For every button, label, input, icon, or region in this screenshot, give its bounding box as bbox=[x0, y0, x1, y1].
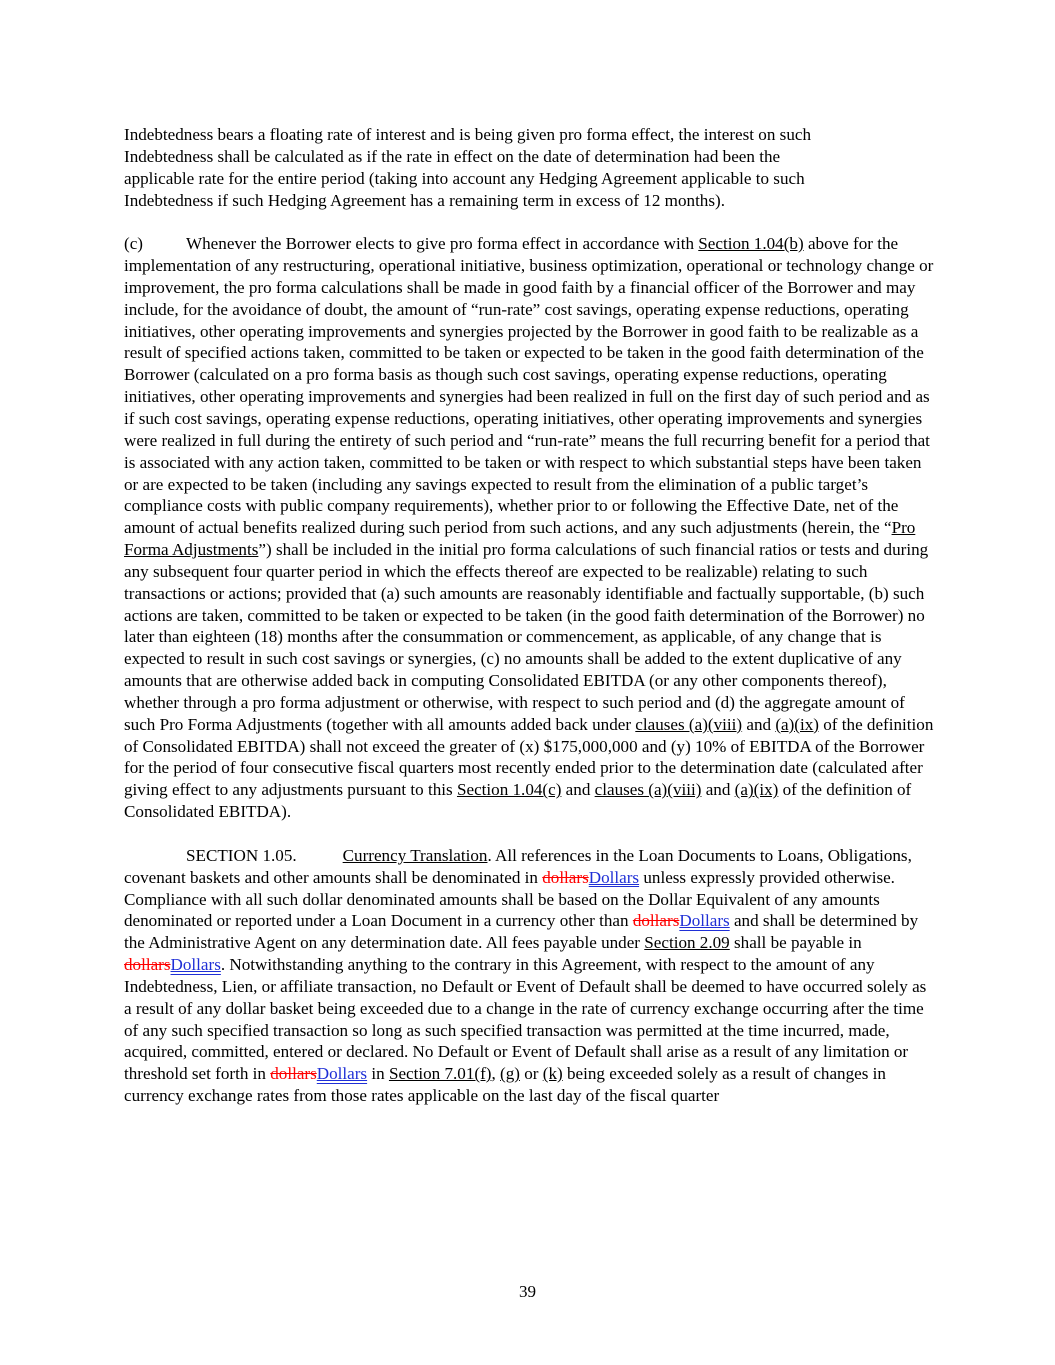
text-run: in bbox=[367, 1064, 389, 1084]
paragraph-c bbox=[124, 233, 936, 823]
paragraph-spacer bbox=[124, 211, 936, 233]
inserted-text: Dollars bbox=[170, 955, 221, 975]
line: applicable rate for the entire period (taking into account any Hedging Agreement applicable to such bbox=[124, 168, 805, 188]
cross-reference: (a)(ix) bbox=[734, 780, 779, 800]
deleted-text: dollars bbox=[124, 955, 171, 975]
line: Indebtedness if such Hedging Agreement has a remaining term in excess of 12 months). bbox=[124, 190, 725, 210]
text-run: of the definition of Consolidated EBITDA) shall not exceed the greater of (x) $175,000,000 and (y) 10% of EBITDA of the Borrower for the period of four consecutive fiscal quarters most recently ended prior to the determination date (calculated after giving effect to any adjustments pursuant to this bbox=[124, 714, 934, 800]
line: Indebtedness shall be calculated as if the rate in effect on the date of determination had been the bbox=[124, 146, 781, 166]
cross-reference: clauses (a)(viii) bbox=[594, 780, 702, 800]
defined-term: Pro Forma Adjustments bbox=[124, 518, 916, 560]
text-run: shall be payable in bbox=[729, 933, 862, 953]
text-run: . Notwithstanding anything to the contrary in this Agreement, with respect to the amount of any Indebtedness, Lien, or affiliate transaction, no Default or Event of Default shall be deemed to have occurred solely as a result of any dollar basket being exceeded due to a change in the rate of currency exchange occurring after the time of any such specified transaction so long as such specified transaction was permitted at the time incurred, made, acquired, committed, entered or declared. No Default or Event of Default shall arise as a result of any limitation or threshold set forth in bbox=[124, 955, 927, 1084]
deleted-text: dollars bbox=[542, 867, 589, 887]
text-run: , bbox=[491, 1064, 501, 1084]
cross-reference: (a)(ix) bbox=[775, 714, 819, 734]
section-label: SECTION 1.05. bbox=[186, 845, 297, 865]
inserted-text: Dollars bbox=[316, 1064, 368, 1084]
text-run: and bbox=[561, 780, 595, 800]
cross-reference: Section 1.04(b) bbox=[698, 234, 804, 254]
paragraph-continuation bbox=[124, 124, 936, 211]
text-run: ”) shall be included in the initial pro forma calculations of such financial ratios or tests and during any subsequent four quarter period in which the effects thereof are expected to be realizable) relating to such transactions or actions; provided that (a) such amounts are reasonably identifiable and factually supportable, (b) such actions are taken, committed to be taken or expected to be taken (in the good faith determination of the Borrower) no later than eighteen (18) months after the consummation or commencement, as applicable, of any change that is expected to result in such cost savings or synergies, (c) no amounts shall be added to the extent duplicative of any amounts that are otherwise added back in computing Consolidated EBITDA (or any other components thereof), whether through a pro forma adjustment or otherwise, with respect to such period and (d) the aggregate amount of such Pro Forma Adjustments (together with all amounts added back under bbox=[124, 540, 929, 734]
text-run: unless expressly provided otherwise. Compliance with all such dollar denominated amounts shall be based on the Dollar Equivalent of any amounts denominated or reported under a Loan Document in a currency other than bbox=[124, 867, 895, 931]
cross-reference: Section 2.09 bbox=[644, 933, 730, 953]
page-number: 39 bbox=[518, 1282, 537, 1301]
cross-reference: Section 7.01(f) bbox=[388, 1064, 492, 1084]
inserted-text: Dollars bbox=[588, 867, 640, 887]
line: Indebtedness bears a floating rate of interest and is being given pro forma effect, the interest on such bbox=[124, 125, 811, 144]
body-text bbox=[124, 124, 936, 1107]
deleted-text: dollars bbox=[270, 1064, 317, 1084]
text-run: . All references in the Loan Documents to Loans, Obligations, covenant baskets and other amounts shall be denominated in bbox=[124, 845, 912, 887]
clause-marker: (c) bbox=[124, 234, 143, 254]
text-run: and bbox=[701, 780, 735, 800]
text-run: Whenever the Borrower elects to give pro forma effect in accordance with bbox=[186, 234, 699, 254]
text-run: being exceeded solely as a result of changes in currency exchange rates from those rates applicable on the last day of the fiscal quarter bbox=[124, 1064, 886, 1106]
section-1-05 bbox=[124, 845, 936, 1107]
inserted-text: Dollars bbox=[679, 911, 730, 931]
cross-reference: (g) bbox=[500, 1064, 520, 1084]
cross-reference: Section 1.04(c) bbox=[456, 780, 562, 800]
text-run: and shall be determined by the Administrative Agent on any determination date. All fees payable under bbox=[124, 911, 919, 953]
deleted-text: dollars bbox=[632, 911, 680, 931]
cross-reference: clauses (a)(viii) bbox=[635, 714, 743, 734]
text-run: above for the implementation of any restructuring, operational initiative, business optimization, operational or technology change or improvement, the pro forma calculations shall be made in good faith by a financial officer of the Borrower and may include, for the avoidance of doubt, the amount of “run-rate” cost savings, operating expense reductions, operating initiatives, other operating improvements and synergies projected by the Borrower in good faith to be realizable as a result of specified actions taken, committed to be taken or expected to be taken in the good faith determination of the Borrower (calculated on a pro forma basis as though such cost savings, operating expense reductions, operating initiatives, other operating improvements and synergies had been realized in full on the first day of such period and as if such cost savings, operating expense reductions, operating initiatives, other operating improvements and synergies were realized in full during the entirety of such period and “run-rate” means the full recurring benefit for a period that is associated with any action taken, committed to be taken or with respect to which substantial steps have been taken or are expected to be taken (including any savings expected to result from the elimination of a public target’s compliance costs with public company requirements), whether prior to or following the Effective Date, net of the amount of actual benefits realized during such period from such actions, and any such adjustments (herein, the “ bbox=[124, 234, 934, 538]
text-run: and bbox=[742, 714, 776, 734]
text-run: of the definition of Consolidated EBITDA). bbox=[124, 780, 912, 822]
text-run: or bbox=[519, 1064, 543, 1084]
cross-reference: (k) bbox=[542, 1064, 563, 1084]
paragraph-spacer bbox=[124, 823, 936, 845]
section-heading: Currency Translation bbox=[342, 845, 488, 865]
